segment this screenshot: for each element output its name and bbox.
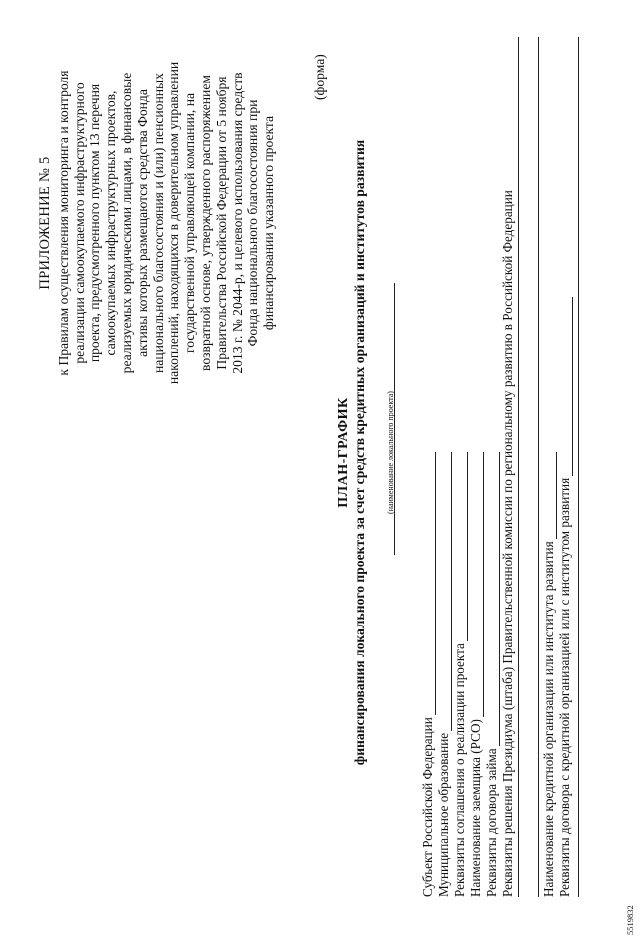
appendix-line: к Правилам осуществления мониторинга и контроля	[55, 70, 71, 376]
document-subtitle: финансирования локального проекта за счет средств кредитных организаций и институтов развития	[352, 139, 367, 766]
commission-row	[500, 57, 516, 897]
commission-field-continuation[interactable]	[538, 37, 539, 897]
creditor-label: Наименование кредитной организации или института развития	[541, 541, 556, 897]
form-mark: (форма)	[312, 54, 327, 100]
subject-field[interactable]	[423, 452, 436, 715]
appendix-line: возвратной основе, утвержденного распоряжением	[197, 75, 213, 371]
credit-contract-label: Реквизиты договора с кредитной организацией или с институтом развития	[557, 477, 572, 897]
credit-contract-row	[557, 297, 573, 897]
creditor-row	[541, 452, 557, 897]
agreement-field[interactable]	[455, 452, 468, 641]
commission-field[interactable]	[518, 37, 519, 897]
subject-row	[420, 452, 436, 897]
appendix-line: проекта, предусмотренного пунктом 13 перечня	[87, 83, 103, 363]
appendix-line: накоплений, находящихся в доверительном управлении	[166, 61, 182, 385]
municipality-label: Муниципальное образование	[436, 732, 451, 897]
appendix-line: Фонда национального благосостояния при	[245, 99, 261, 347]
appendix-line: реализуемых юридическими лицами, в финансовые	[118, 72, 134, 374]
agreement-label: Реквизиты соглашения о реализации проекта	[452, 643, 467, 897]
appendix-line: самоокупаемых инфраструктурных проектов,	[103, 90, 119, 356]
borrower-row	[468, 452, 484, 897]
loan-field[interactable]	[487, 452, 500, 746]
appendix-line: реализации самоокупаемого инфраструктурного	[71, 82, 87, 364]
appendix-line: Правительства Российской Федерации от 5 ноября	[213, 76, 229, 370]
agreement-row	[452, 452, 468, 897]
appendix-line: активы которых размещаются средства Фонда	[134, 89, 150, 357]
municipality-field[interactable]	[439, 452, 452, 731]
appendix-line: национального благосостояния и (или) пенсионных	[150, 73, 166, 373]
loan-row	[484, 452, 500, 897]
borrower-field[interactable]	[471, 452, 484, 717]
credit-contract-field[interactable]	[560, 297, 573, 476]
loan-label: Реквизиты договора займа	[484, 748, 499, 897]
appendix-line: государственной управляющей компании, на	[182, 92, 198, 354]
document-code: 5519832	[625, 905, 635, 935]
creditor-field[interactable]	[544, 452, 557, 539]
appendix-number: ПРИЛОЖЕНИЕ № 5	[37, 156, 53, 290]
municipality-row	[436, 452, 452, 897]
commission-label: Реквизиты решения Президиума (штаба) Правительственной комиссии по региональному развитию в Российской Федерации	[500, 190, 515, 897]
appendix-block	[38, 28, 277, 418]
project-name-caption: (наименование локального проекта)	[386, 391, 395, 514]
credit-contract-field-continuation[interactable]	[578, 37, 579, 897]
subject-label: Субъект Российской Федерации	[420, 717, 435, 897]
appendix-line: финансировании указанного проекта	[261, 115, 277, 331]
appendix-line: 2013 г. № 2044-р, и целевого использования средств	[229, 72, 245, 374]
borrower-label: Наименование заемщика (РСО)	[468, 719, 483, 897]
document-title: ПЛАН-ГРАФИК	[336, 397, 351, 508]
